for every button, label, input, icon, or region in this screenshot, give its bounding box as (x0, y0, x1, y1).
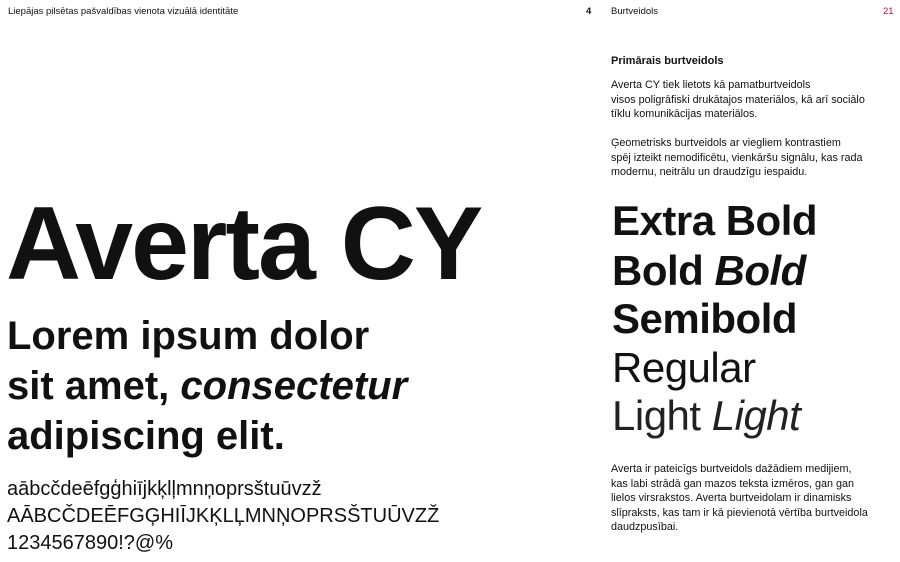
usage-line: daudzpusībai. (611, 521, 679, 534)
intro-line: Averta CY tiek lietots kā pamatburtveidols (611, 79, 811, 91)
right-page-number: 21 (883, 6, 894, 17)
weight-light-italic: Light (711, 392, 801, 439)
weight-light (612, 392, 801, 439)
usage-line: slīpraksts, kas tam ir kā pievienotā vērtība burtveidola (611, 506, 868, 519)
digits-symbols: 1234567890!?@% (7, 532, 173, 554)
usage-line: Averta ir pateicīgs burtveidols dažādiem medijiem, (611, 463, 852, 475)
weight-bold (612, 247, 806, 294)
uppercase-alphabet: AĀBCČDEĒFGĢHIĪJKĶLĻMNŅOPRSŠTUŪVZŽ (7, 505, 440, 527)
section-title: Burtveidols (611, 6, 658, 17)
sample-line-2 (7, 361, 407, 411)
weight-semibold: Semibold (612, 295, 798, 342)
usage-paragraph (611, 462, 891, 535)
sample-line-2-italic: consectetur (180, 364, 408, 408)
document-title: Liepājas pilsētas pašvaldības vienota vizuālā identitāte (8, 6, 239, 17)
weight-extra-bold: Extra Bold (612, 197, 818, 244)
sample-line-2-regular: sit amet, (7, 364, 181, 408)
sample-text (7, 311, 407, 461)
font-name-display: Averta CY (6, 186, 482, 302)
usage-line: lielos virsrakstos. Averta burtveidolam ir dinamisks (611, 492, 852, 505)
weight-bold-regular: Bold (612, 247, 704, 294)
description-line: modernu, neitrālu un draudzīgu iespaidu. (611, 166, 808, 179)
sample-line-1: Lorem ipsum dolor (7, 314, 370, 358)
description-line: spēj izteikt nemodificētu, vienkāršu signālu, kas rada (611, 151, 863, 164)
intro-paragraph (611, 78, 891, 122)
weight-bold-italic: Bold (714, 247, 806, 294)
intro-line: tīklu komunikācijas materiālos. (611, 108, 758, 121)
lowercase-alphabet: aābcčdeēfgģhiījkķlļmnņoprsštuūvzž (7, 478, 322, 500)
description-paragraph (611, 136, 891, 180)
left-page-number: 4 (586, 6, 592, 17)
weight-regular: Regular (612, 344, 756, 391)
character-set (7, 476, 439, 557)
description-line: Ģeometrisks burtveidols ar viegliem kontrastiem (611, 137, 841, 149)
primary-font-heading: Primārais burtveidols (611, 55, 724, 67)
weight-light-regular: Light (612, 392, 701, 439)
intro-line: visos poligrāfiski drukātajos materiālos, kā arī sociālo (611, 93, 865, 106)
usage-line: kas labi strādā gan mazos teksta izmēros, gan gan (611, 477, 855, 490)
sample-line-3: adipiscing elit. (7, 414, 285, 458)
